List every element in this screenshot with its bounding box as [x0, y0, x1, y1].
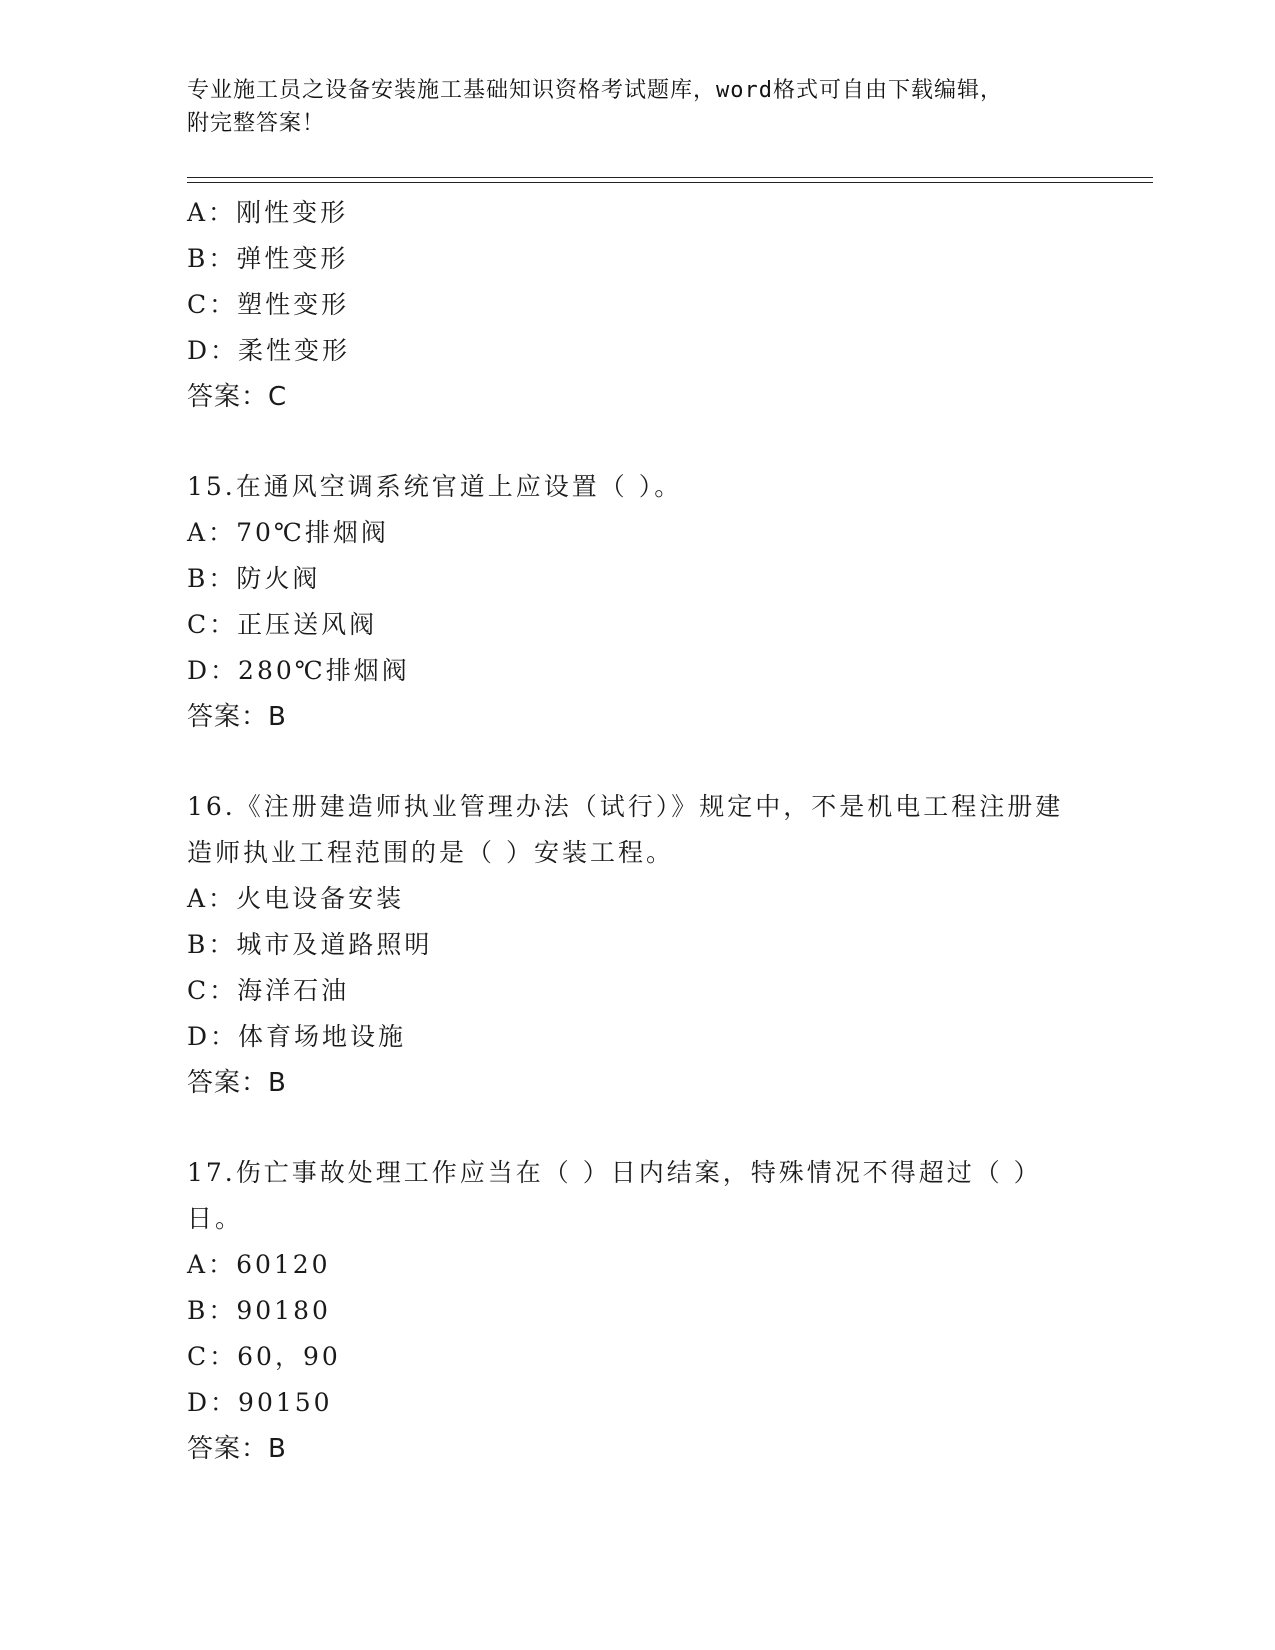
- option-a: A：60120: [187, 1250, 331, 1279]
- option-c: C：60，90: [187, 1342, 341, 1371]
- option-b: B：90180: [187, 1296, 331, 1325]
- option-d: D：90150: [187, 1388, 333, 1417]
- document-header: [187, 74, 1087, 140]
- question-15: [187, 464, 1087, 740]
- option-a: A：刚性变形: [187, 198, 349, 227]
- header-line-2: 附完整答案！: [187, 111, 326, 136]
- option-a: A：70℃排烟阀: [187, 518, 389, 547]
- option-c: C：正压送风阀: [187, 610, 378, 639]
- header-divider-top: [187, 177, 1153, 178]
- question-stem: 15.在通风空调系统官道上应设置（ ）。: [187, 472, 683, 501]
- option-d: D：体育场地设施: [187, 1022, 407, 1051]
- question-17: [187, 1150, 1087, 1472]
- option-b: B：防火阀: [187, 564, 321, 593]
- answer-line: 答案：C: [187, 382, 288, 412]
- question-block-continued: [187, 190, 1087, 420]
- question-stem: 16.《注册建造师执业管理办法（试行）》规定中，不是机电工程注册建造师执业工程范围的是（ ）安装工程。: [187, 792, 1064, 867]
- option-d: D：柔性变形: [187, 336, 351, 365]
- header-divider-bottom: [187, 182, 1153, 183]
- option-b: B：城市及道路照明: [187, 930, 433, 959]
- option-b: B：弹性变形: [187, 244, 349, 273]
- header-line-1: 专业施工员之设备安装施工基础知识资格考试题库，word格式可自由下载编辑，: [187, 78, 1003, 103]
- option-c: C：塑性变形: [187, 290, 350, 319]
- option-d: D：280℃排烟阀: [187, 656, 410, 685]
- option-a: A：火电设备安装: [187, 884, 405, 913]
- answer-line: 答案：B: [187, 1434, 287, 1464]
- answer-line: 答案：B: [187, 1068, 287, 1098]
- question-stem: 17.伤亡事故处理工作应当在（ ）日内结案，特殊情况不得超过（ ）日。: [187, 1158, 1042, 1233]
- question-16: [187, 784, 1087, 1106]
- answer-line: 答案：B: [187, 702, 287, 732]
- question-list: [187, 190, 1087, 1472]
- option-c: C：海洋石油: [187, 976, 350, 1005]
